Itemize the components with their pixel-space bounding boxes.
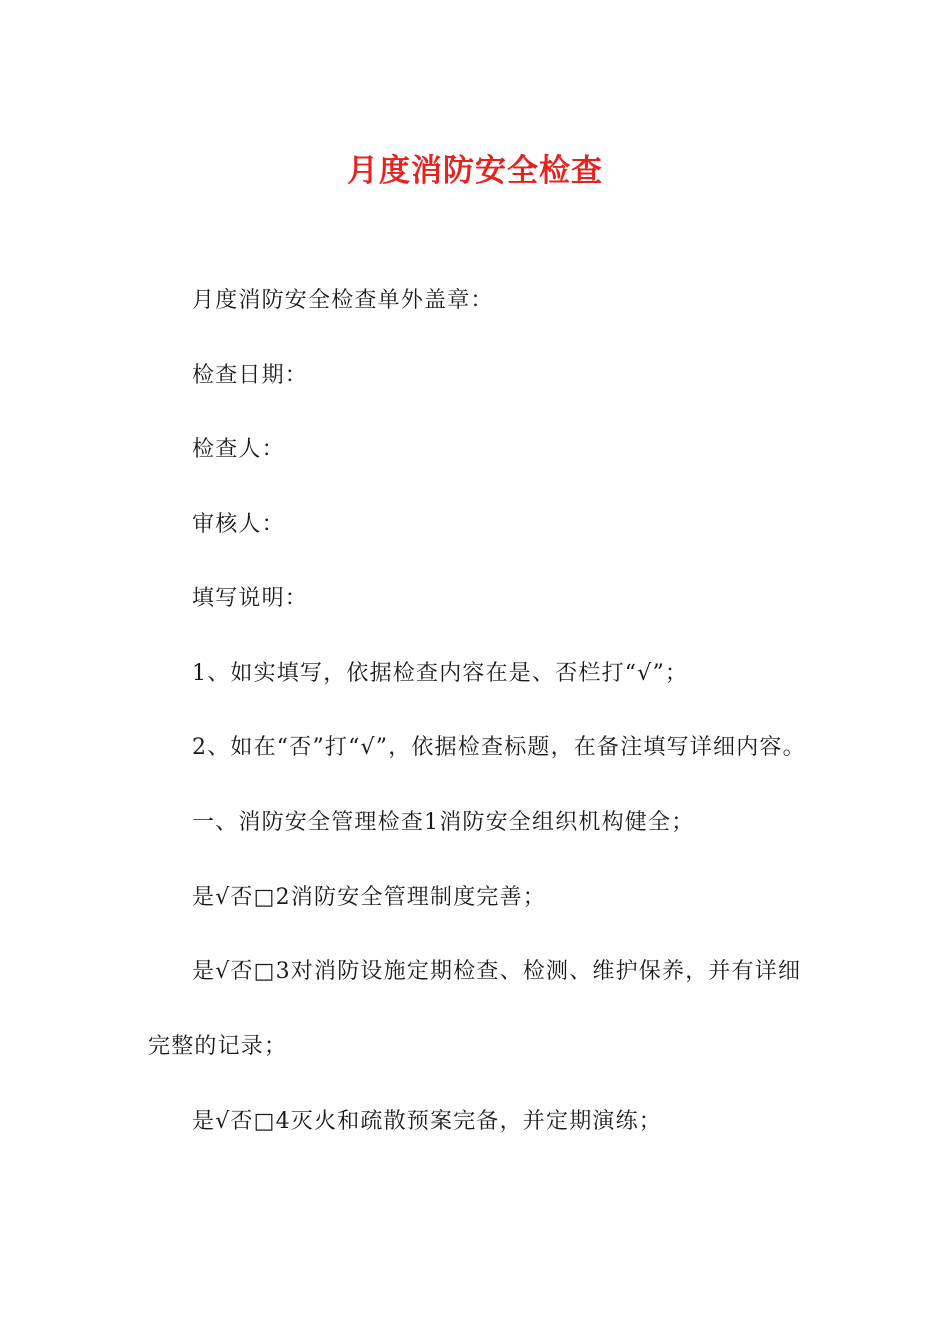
paragraph-instruction-2: 2、如在“否”打“√”，依据检查标题，在备注填写详细内容。 [192,735,806,760]
paragraph-reviewer: 审核人： [192,511,285,537]
paragraph-item-3: 是√否□3对消防设施定期检查、检测、维护保养，并有详细完整的记录； [148,959,802,1059]
paragraph-instruction-1: 1、如实填写，依据检查内容在是、否栏打“√”； [192,660,689,686]
paragraph-instructions-heading: 填写说明： [192,586,309,611]
paragraph-section-1-item-1: 一、消防安全管理检查1消防安全组织机构健全； [192,810,695,835]
document-title: 月度消防安全检查 [347,153,603,189]
paragraph-seal: 月度消防安全检查单外盖章： [192,288,494,313]
paragraph-item-4: 是√否□4灭火和疏散预案完备，并定期演练； [192,1108,663,1134]
paragraph-item-2: 是√否□2消防安全管理制度完善； [192,884,547,910]
document-body [148,281,808,1176]
paragraph-check-date: 检查日期： [192,362,309,388]
paragraph-inspector: 检查人： [192,437,285,462]
